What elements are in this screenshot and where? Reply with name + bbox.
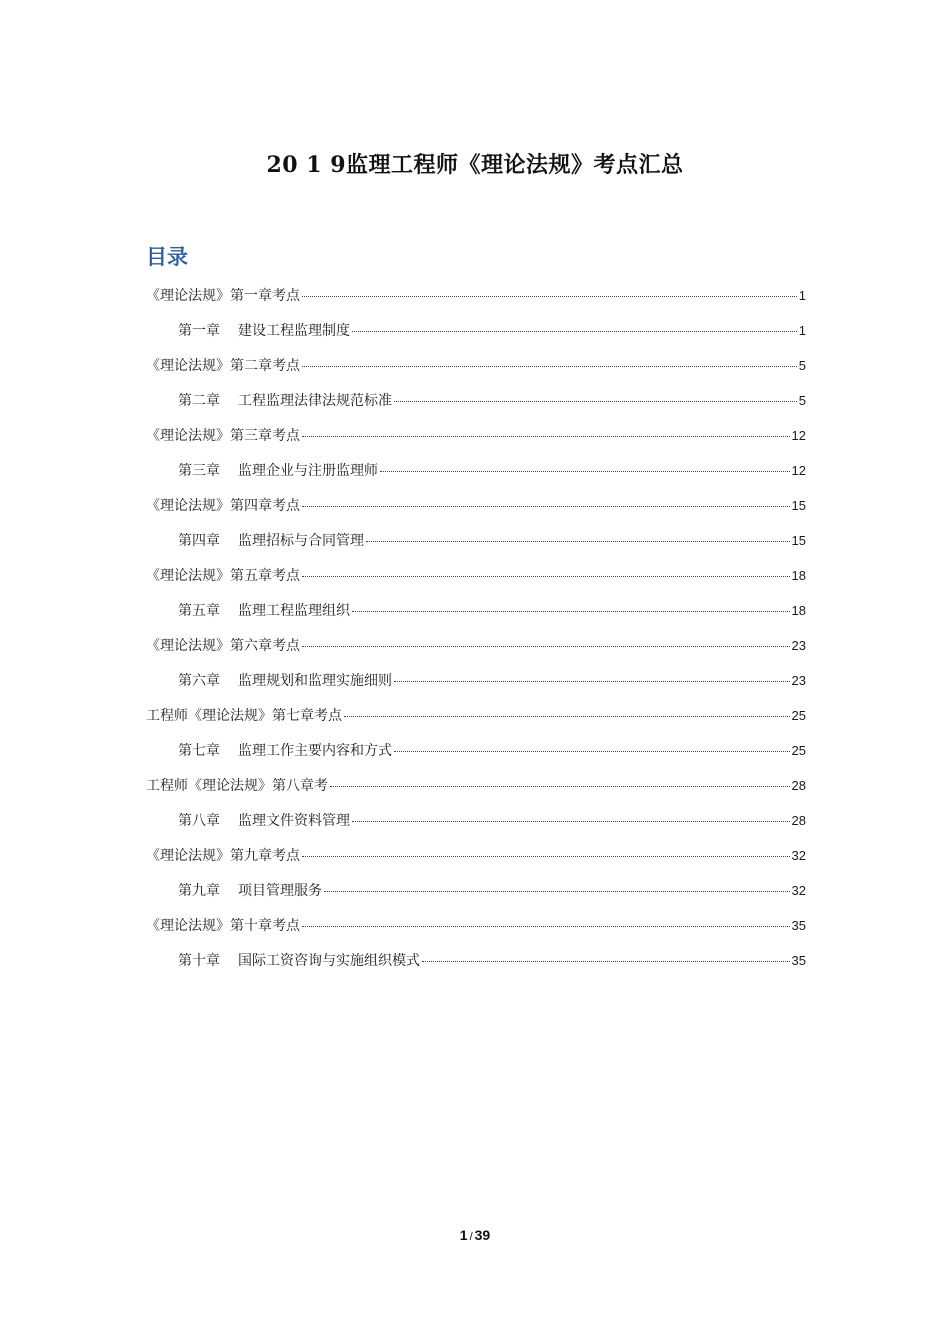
toc-group — [146, 704, 806, 763]
toc-heading: 目录 — [146, 245, 188, 269]
toc-group — [146, 844, 806, 903]
toc-subentry-title: 监理工程监理组织 — [238, 603, 350, 619]
dot-leader — [302, 296, 797, 297]
toc-entry-title: 《理论法规》第二章考点 — [146, 358, 300, 374]
toc-subentry-page: 23 — [791, 673, 806, 688]
toc-entry[interactable] — [146, 564, 806, 588]
toc-entry-title: 工程师《理论法规》第七章考点 — [146, 708, 342, 724]
toc-group — [146, 494, 806, 553]
toc-subentry[interactable] — [146, 459, 806, 483]
toc-entry-page: 12 — [791, 428, 806, 443]
toc-subentry-chapter: 第三章 — [178, 463, 220, 479]
toc-subentry[interactable] — [146, 389, 806, 413]
toc-subentry[interactable] — [146, 879, 806, 903]
toc-subentry-title: 监理工作主要内容和方式 — [238, 743, 392, 759]
toc-subentry-chapter: 第九章 — [178, 883, 220, 899]
toc-entry[interactable] — [146, 634, 806, 658]
toc-entry[interactable] — [146, 424, 806, 448]
toc-subentry-title: 监理企业与注册监理师 — [238, 463, 378, 479]
toc-subentry[interactable] — [146, 809, 806, 833]
page-separator: / — [469, 1231, 473, 1243]
total-page-count: 39 — [474, 1227, 491, 1243]
toc-subentry-page: 18 — [791, 603, 806, 618]
dot-leader — [366, 541, 790, 542]
toc-subentry[interactable] — [146, 739, 806, 763]
table-of-contents — [146, 284, 806, 984]
toc-group — [146, 564, 806, 623]
dot-leader — [302, 576, 790, 577]
toc-subentry-title: 工程监理法律法规范标准 — [238, 393, 392, 409]
dot-leader — [324, 891, 790, 892]
toc-entry-page: 15 — [791, 498, 806, 513]
dot-leader — [344, 716, 790, 717]
toc-entry-title: 《理论法规》第五章考点 — [146, 568, 300, 584]
toc-subentry[interactable] — [146, 319, 806, 343]
toc-subentry-title: 监理文件资料管理 — [238, 813, 350, 829]
toc-subentry-page: 25 — [791, 743, 806, 758]
toc-subentry-title: 国际工资咨询与实施组织模式 — [238, 953, 420, 969]
toc-entry[interactable] — [146, 284, 806, 308]
dot-leader — [352, 331, 797, 332]
toc-entry-page: 25 — [791, 708, 806, 723]
toc-entry-title: 《理论法规》第四章考点 — [146, 498, 300, 514]
toc-entry[interactable] — [146, 704, 806, 728]
toc-subentry-title: 建设工程监理制度 — [238, 323, 350, 339]
toc-entry[interactable] — [146, 914, 806, 938]
toc-group — [146, 354, 806, 413]
dot-leader — [302, 436, 790, 437]
toc-subentry-chapter: 第八章 — [178, 813, 220, 829]
toc-entry-page: 18 — [791, 568, 806, 583]
dot-leader — [394, 751, 790, 752]
dot-leader — [394, 401, 797, 402]
toc-entry[interactable] — [146, 844, 806, 868]
toc-entry[interactable] — [146, 494, 806, 518]
dot-leader — [330, 786, 790, 787]
toc-subentry-page: 15 — [791, 533, 806, 548]
toc-subentry-chapter: 第十章 — [178, 953, 220, 969]
dot-leader — [352, 611, 790, 612]
document-title: 20 1 9监理工程师《理论法规》考点汇总 — [266, 152, 684, 178]
toc-subentry[interactable] — [146, 529, 806, 553]
toc-subentry-chapter: 第六章 — [178, 673, 220, 689]
toc-subentry-page: 35 — [791, 953, 806, 968]
dot-leader — [394, 681, 790, 682]
toc-entry-title: 《理论法规》第一章考点 — [146, 288, 300, 304]
toc-entry[interactable] — [146, 354, 806, 378]
toc-entry-title: 《理论法规》第十章考点 — [146, 918, 300, 934]
dot-leader — [422, 961, 790, 962]
toc-subentry-title: 监理规划和监理实施细则 — [238, 673, 392, 689]
toc-subentry-page: 1 — [798, 323, 806, 338]
toc-entry-page: 5 — [798, 358, 806, 373]
toc-subentry-page: 32 — [791, 883, 806, 898]
toc-group — [146, 424, 806, 483]
dot-leader — [380, 471, 790, 472]
toc-entry-title: 《理论法规》第六章考点 — [146, 638, 300, 654]
toc-subentry-chapter: 第一章 — [178, 323, 220, 339]
toc-entry-page: 23 — [791, 638, 806, 653]
toc-entry-page: 32 — [791, 848, 806, 863]
current-page-number: 1 — [459, 1227, 468, 1243]
toc-entry-page: 1 — [798, 288, 806, 303]
toc-subentry-chapter: 第七章 — [178, 743, 220, 759]
toc-group — [146, 914, 806, 973]
toc-subentry-page: 12 — [791, 463, 806, 478]
toc-subentry-chapter: 第四章 — [178, 533, 220, 549]
toc-subentry-page: 28 — [791, 813, 806, 828]
dot-leader — [352, 821, 790, 822]
toc-subentry-chapter: 第五章 — [178, 603, 220, 619]
toc-subentry-page: 5 — [798, 393, 806, 408]
toc-group — [146, 774, 806, 833]
dot-leader — [302, 926, 790, 927]
toc-subentry[interactable] — [146, 949, 806, 973]
toc-entry[interactable] — [146, 774, 806, 798]
toc-entry-page: 35 — [791, 918, 806, 933]
toc-subentry-title: 项目管理服务 — [238, 883, 322, 899]
toc-subentry[interactable] — [146, 599, 806, 623]
toc-subentry-title: 监理招标与合同管理 — [238, 533, 364, 549]
dot-leader — [302, 366, 797, 367]
toc-entry-page: 28 — [791, 778, 806, 793]
toc-entry-title: 工程师《理论法规》第八章考 — [146, 778, 328, 794]
dot-leader — [302, 856, 790, 857]
toc-group — [146, 634, 806, 693]
toc-group — [146, 284, 806, 343]
toc-subentry[interactable] — [146, 669, 806, 693]
dot-leader — [302, 506, 790, 507]
toc-entry-title: 《理论法规》第九章考点 — [146, 848, 300, 864]
toc-entry-title: 《理论法规》第三章考点 — [146, 428, 300, 444]
dot-leader — [302, 646, 790, 647]
page-footer — [0, 1227, 950, 1243]
toc-subentry-chapter: 第二章 — [178, 393, 220, 409]
